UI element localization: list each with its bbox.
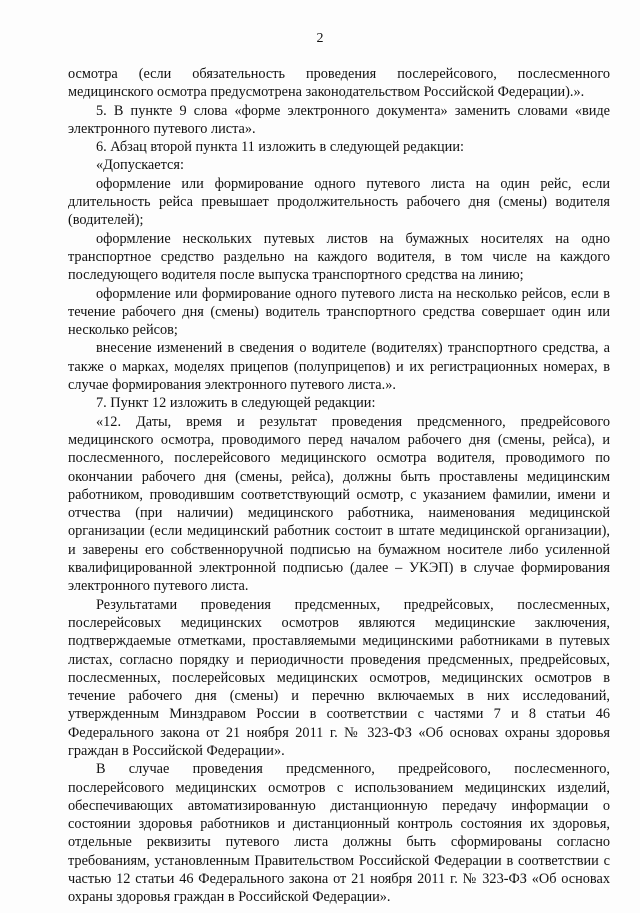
paragraph-point-12: «12. Даты, время и результат проведения предсменного, предрейсового медицинского осмотра, проводимого перед началом рабочего дня (смены, рейса), и послесменного, послерейсового медицинского осмотра водителя, проводимого по окончании рабочего дня (смены, рейса), должны быть проставлены медицинским работником, проводившим соответствующий осмотр, с указанием фамилии, имени и отчества (при наличии) медицинского работника, наименования медицинской организации (если медицинский работник состоит в штате медицинской организации), и заверены его собственноручной подписью на бумажном носителе либо усиленной квалифицированной электронной подписью (далее – УКЭП) в случае формирования электронного путевого листа. [68,413,610,595]
paragraph-quote-start: «Допускается: [96,157,184,174]
paragraph-driver-changes: внесение изменений в сведения о водителе (водителях) транспортного средства, а также о марках, моделях прицепов (полуприцепов) и их регистрационных номерах, в случае формирования электронного путевого листа.». [68,340,610,394]
paragraph-one-waybill-several-trips: оформление или формирование одного путевого листа на несколько рейсов, если в течение рабочего дня (смены) водитель транспортного средства совершает один или несколько рейсов; [68,285,610,339]
page-number: 2 [316,31,324,46]
paragraph-item-6: 6. Абзац второй пункта 11 изложить в следующей редакции: [96,139,464,156]
paragraph-one-waybill-per-trip: оформление или формирование одного путевого листа на один рейс, если длительность рейса превышает продолжительность рабочего дня (смены) водителя (водителей); [68,175,610,229]
paragraph-medical-results: Результатами проведения предсменных, предрейсовых, послесменных, послерейсовых медицинских осмотров являются медицинские заключения, подтверждаемые отметками, проставляемыми медицинскими работниками в путевых листах, согласно порядку и периодичности проведения предсменных, предрейсовых, послесменных, послерейсовых медицинских осмотров, медицинских осмотров в течение рабочего дня (смены) и перечню включаемых в них исследований, утвержденным Минздравом России в соответствии с частями 7 и 8 статьи 46 Федерального закона от 21 ноября 2011 г. № 323-ФЗ «Об основах охраны здоровья граждан в Российской Федерации». [68,596,610,759]
paragraph-item-5: 5. В пункте 9 слова «форме электронного документа» заменить словами «виде электронного путевого листа». [68,102,610,137]
paragraph-remote-checkup: В случае проведения предсменного, предрейсового, послесменного, послерейсового медицинских осмотров с использованием медицинских изделий, обеспечивающих автоматизированную дистанционную передачу информации о состоянии здоровья работников и дистанционный контроль состояния их здоровья, отдельные реквизиты путевого листа должны быть сформированы согласно требованиям, установленным Правительством Российской Федерации в соответствии с частью 12 статьи 46 Федерального закона от 21 ноября 2011 г. № 323-ФЗ «Об основах охраны здоровья граждан в Российской Федерации». [68,761,610,906]
document-body [68,65,610,907]
paragraph-several-paper-waybills: оформление нескольких путевых листов на бумажных носителях на одно транспортное средство раздельно на каждого водителя, в том числе на каждого последующего водителя после выпуска транспортного средства на линию; [68,230,610,284]
paragraph-continuation: осмотра (если обязательность проведения послерейсового, послесменного медицинского осмотра предусмотрена законодательством Российской Федерации).». [68,66,610,101]
paragraph-item-7: 7. Пункт 12 изложить в следующей редакции: [96,395,376,412]
